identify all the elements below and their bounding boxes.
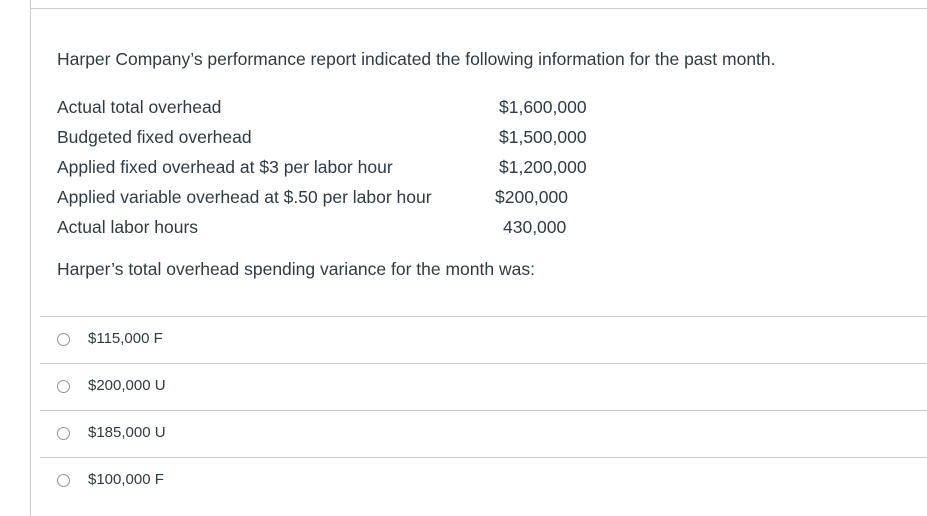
table-row (57, 122, 587, 152)
row-value: $1,600,000 (499, 96, 587, 117)
answer-list (40, 316, 927, 504)
question-prompt: Harper’s total overhead spending variance for the month was: (57, 259, 535, 279)
answer-label: $100,000 F (88, 471, 164, 488)
answer-option[interactable] (40, 316, 927, 363)
answer-option[interactable] (40, 410, 927, 457)
answer-label: $115,000 F (88, 330, 163, 347)
row-label: Applied variable overhead at $.50 per labor hour (57, 186, 432, 207)
radio-button-icon[interactable] (57, 380, 70, 393)
frame-divider (30, 8, 927, 9)
answer-option[interactable] (40, 363, 927, 410)
row-label: Actual labor hours (57, 216, 199, 237)
row-value: $1,500,000 (499, 126, 587, 147)
table-row (57, 182, 587, 212)
row-label: Applied fixed overhead at $3 per labor hour (57, 156, 393, 177)
data-table (57, 92, 587, 242)
answer-option[interactable] (40, 457, 927, 504)
row-label: Budgeted fixed overhead (57, 126, 252, 147)
answer-label: $200,000 U (88, 377, 166, 394)
question-text: Harper Company’s performance report indicated the following information for the past month. (57, 49, 776, 69)
radio-button-icon[interactable] (57, 474, 70, 487)
table-row (57, 212, 587, 242)
table-row (57, 92, 587, 122)
radio-button-icon[interactable] (57, 427, 70, 440)
row-value: $200,000 (495, 186, 568, 207)
radio-button-icon[interactable] (57, 333, 70, 346)
row-value: 430,000 (503, 216, 567, 237)
row-value: $1,200,000 (499, 156, 587, 177)
table-row (57, 152, 587, 182)
answer-label: $185,000 U (88, 424, 166, 441)
row-label: Actual total overhead (57, 96, 222, 117)
